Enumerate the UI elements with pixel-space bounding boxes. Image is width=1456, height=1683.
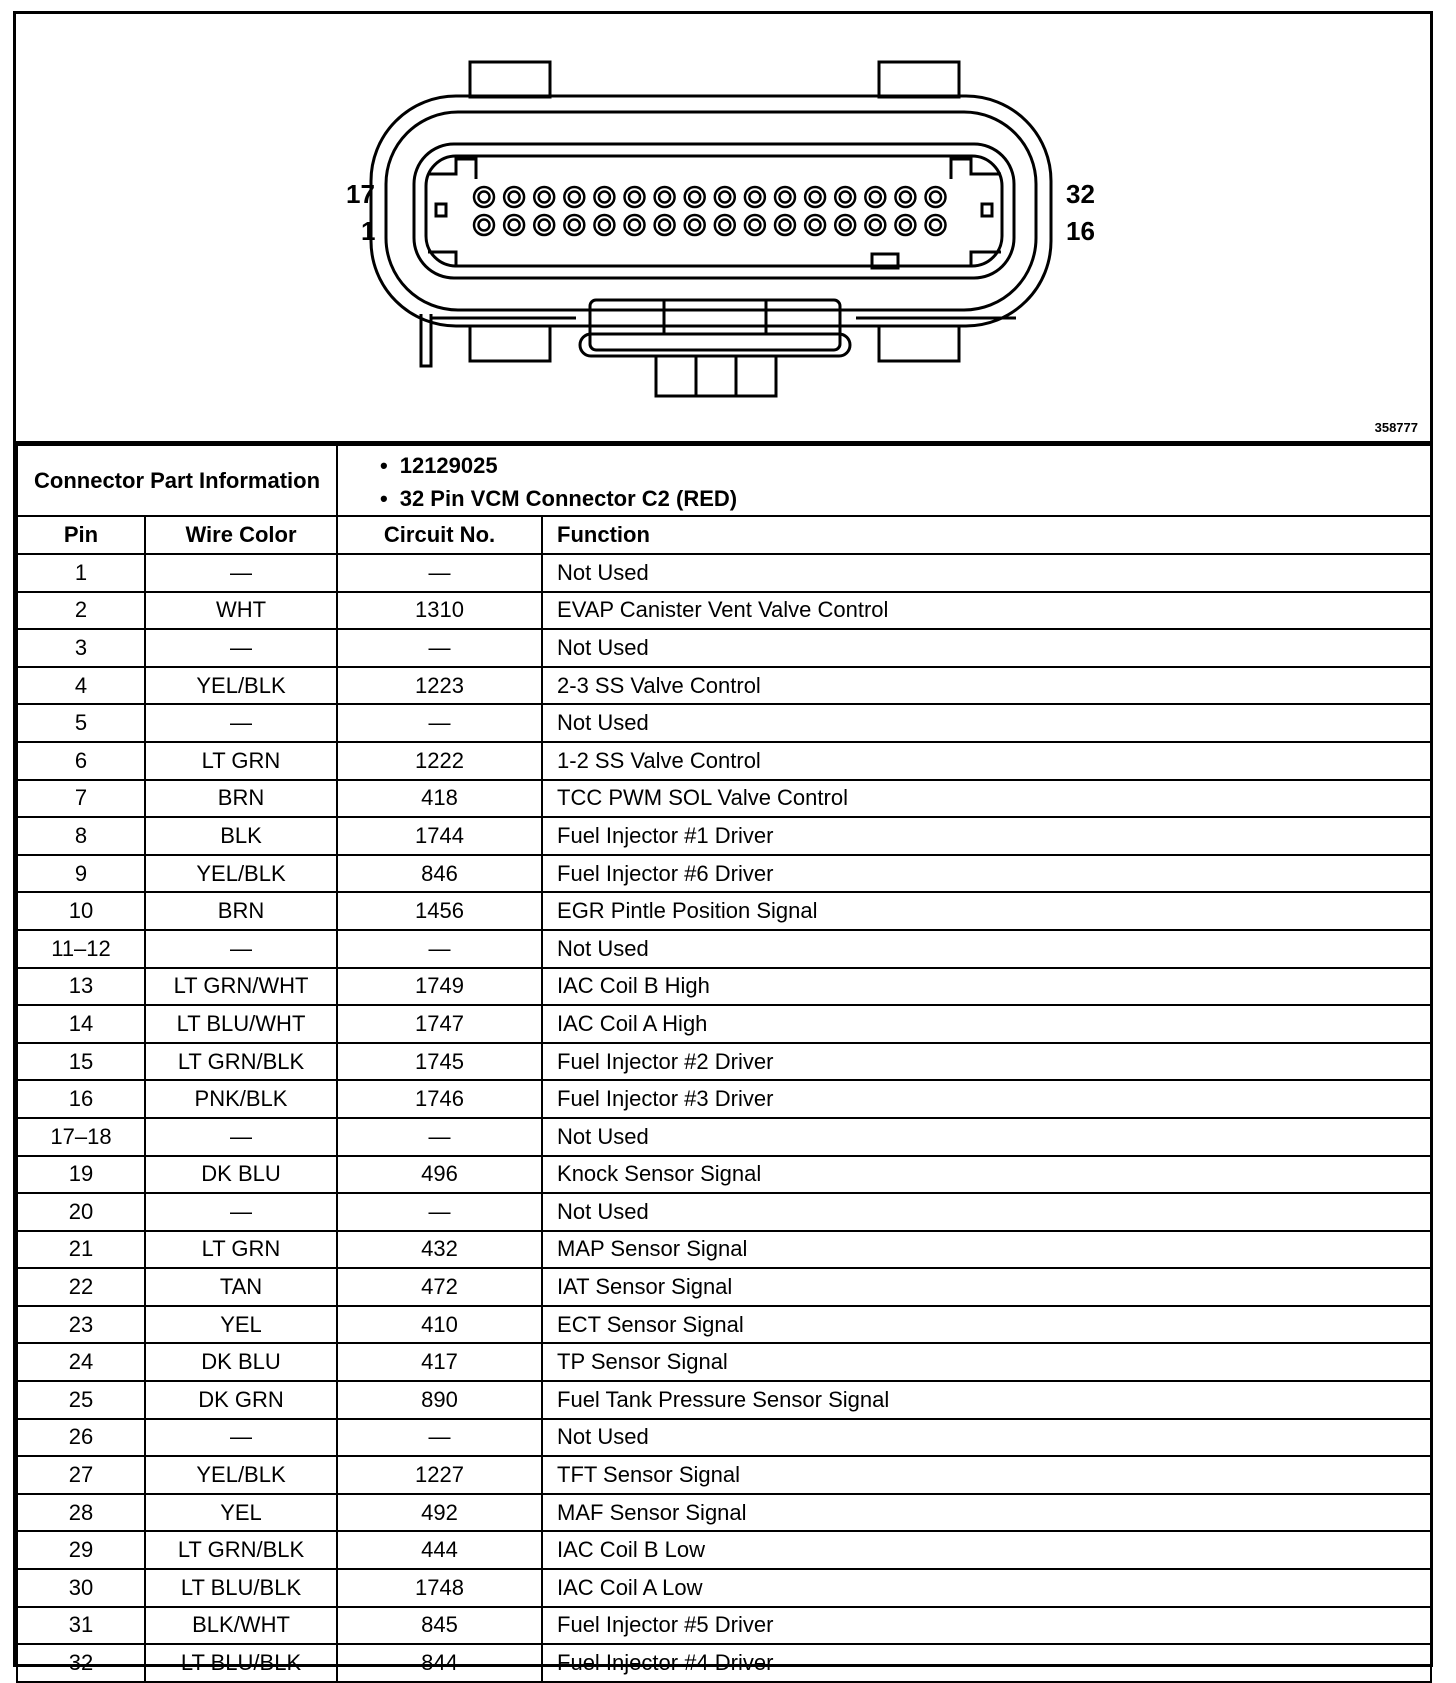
- function-cell: 1-2 SS Valve Control: [542, 742, 1431, 780]
- pin-terminal: [474, 215, 494, 235]
- wire-color-cell: DK GRN: [145, 1381, 337, 1419]
- pin-terminal: [835, 187, 855, 207]
- circuit-cell: 1223: [337, 667, 542, 705]
- wire-color-cell: —: [145, 1193, 337, 1231]
- function-cell: EVAP Canister Vent Valve Control: [542, 592, 1431, 630]
- pin-cell: 31: [17, 1607, 145, 1645]
- pin-terminal: [504, 187, 524, 207]
- pin-label-32: 32: [1066, 179, 1095, 209]
- pin-terminal: [835, 215, 855, 235]
- function-cell: Not Used: [542, 554, 1431, 592]
- pin-terminal: [685, 215, 705, 235]
- function-cell: Fuel Injector #6 Driver: [542, 855, 1431, 893]
- function-cell: MAP Sensor Signal: [542, 1231, 1431, 1269]
- wire-color-cell: LT GRN/BLK: [145, 1531, 337, 1569]
- table-row: [17, 1531, 1431, 1569]
- function-cell: Not Used: [542, 1419, 1431, 1457]
- pin-cell: 21: [17, 1231, 145, 1269]
- circuit-cell: 844: [337, 1644, 542, 1682]
- wire-color-cell: —: [145, 554, 337, 592]
- pin-cell: 5: [17, 704, 145, 742]
- circuit-cell: 1749: [337, 968, 542, 1006]
- pin-terminal: [594, 187, 614, 207]
- outer-shell: [371, 96, 1051, 326]
- circuit-cell: 1222: [337, 742, 542, 780]
- connector-illustration: [16, 14, 1430, 441]
- pin-cell: 14: [17, 1005, 145, 1043]
- wire-color-cell: PNK/BLK: [145, 1080, 337, 1118]
- function-cell: 2-3 SS Valve Control: [542, 667, 1431, 705]
- table-row: [17, 1381, 1431, 1419]
- pin-terminal: [685, 187, 705, 207]
- table-row: [17, 1268, 1431, 1306]
- circuit-cell: 845: [337, 1607, 542, 1645]
- wire-color-cell: LT BLU/BLK: [145, 1569, 337, 1607]
- function-cell: EGR Pintle Position Signal: [542, 892, 1431, 930]
- pin-terminal-inner: [749, 192, 760, 203]
- function-cell: IAC Coil A High: [542, 1005, 1431, 1043]
- function-cell: IAC Coil B High: [542, 968, 1431, 1006]
- pin-terminal: [655, 187, 675, 207]
- pin-cell: 20: [17, 1193, 145, 1231]
- pin-terminal: [775, 187, 795, 207]
- pin-terminal-inner: [930, 192, 941, 203]
- header-circuit-no: Circuit No.: [337, 516, 542, 554]
- circuit-cell: 496: [337, 1156, 542, 1194]
- table-row: [17, 554, 1431, 592]
- connector-description: • 32 Pin VCM Connector C2 (RED): [380, 486, 1430, 512]
- pin-terminal-inner: [479, 192, 490, 203]
- table-row: [17, 1607, 1431, 1645]
- pin-terminal-inner: [840, 192, 851, 203]
- wire-color-cell: —: [145, 1118, 337, 1156]
- wire-color-cell: TAN: [145, 1268, 337, 1306]
- pin-array: [474, 187, 946, 235]
- pin-terminal: [534, 187, 554, 207]
- wire-color-cell: BLK/WHT: [145, 1607, 337, 1645]
- wire-color-cell: BRN: [145, 780, 337, 818]
- function-cell: TCC PWM SOL Valve Control: [542, 780, 1431, 818]
- wire-color-cell: WHT: [145, 592, 337, 630]
- circuit-cell: 846: [337, 855, 542, 893]
- table-row: [17, 1080, 1431, 1118]
- pin-terminal-inner: [509, 220, 520, 231]
- pinout-table: [16, 444, 1432, 1683]
- circuit-cell: 417: [337, 1343, 542, 1381]
- circuit-cell: 472: [337, 1268, 542, 1306]
- pin-cell: 1: [17, 554, 145, 592]
- pin-terminal-inner: [629, 220, 640, 231]
- pin-cell: 28: [17, 1494, 145, 1532]
- wire-color-cell: DK BLU: [145, 1156, 337, 1194]
- pin-cell: 23: [17, 1306, 145, 1344]
- pin-cell: 4: [17, 667, 145, 705]
- pin-terminal: [504, 215, 524, 235]
- header-wire-color: Wire Color: [145, 516, 337, 554]
- function-cell: Knock Sensor Signal: [542, 1156, 1431, 1194]
- wire-color-cell: —: [145, 1419, 337, 1457]
- pin-terminal: [564, 187, 584, 207]
- circuit-cell: —: [337, 554, 542, 592]
- pin-terminal: [775, 215, 795, 235]
- wire-color-cell: —: [145, 704, 337, 742]
- circuit-cell: 1310: [337, 592, 542, 630]
- wire-color-cell: YEL/BLK: [145, 1456, 337, 1494]
- table-row: [17, 1231, 1431, 1269]
- pin-cell: 16: [17, 1080, 145, 1118]
- pin-terminal-inner: [900, 192, 911, 203]
- pin-terminal: [805, 187, 825, 207]
- pin-cell: 6: [17, 742, 145, 780]
- circuit-cell: —: [337, 1118, 542, 1156]
- circuit-cell: 410: [337, 1306, 542, 1344]
- function-cell: Not Used: [542, 629, 1431, 667]
- pin-terminal-inner: [870, 220, 881, 231]
- wire-color-cell: LT GRN/BLK: [145, 1043, 337, 1081]
- circuit-cell: 418: [337, 780, 542, 818]
- table-row: [17, 1156, 1431, 1194]
- function-cell: Not Used: [542, 1193, 1431, 1231]
- table-row: [17, 704, 1431, 742]
- table-row: [17, 742, 1431, 780]
- pin-cell: 9: [17, 855, 145, 893]
- table-row: [17, 1456, 1431, 1494]
- pin-cell: 10: [17, 892, 145, 930]
- table-row: [17, 1343, 1431, 1381]
- pin-terminal-inner: [719, 220, 730, 231]
- pin-terminal-inner: [780, 192, 791, 203]
- circuit-cell: 1227: [337, 1456, 542, 1494]
- table-row: [17, 1494, 1431, 1532]
- table-row: [17, 968, 1431, 1006]
- pin-terminal: [655, 215, 675, 235]
- pin-terminal: [926, 187, 946, 207]
- pin-terminal: [865, 215, 885, 235]
- circuit-cell: 444: [337, 1531, 542, 1569]
- function-cell: Fuel Injector #2 Driver: [542, 1043, 1431, 1081]
- pin-terminal: [745, 215, 765, 235]
- connector-diagram: [16, 14, 1430, 444]
- pin-label-17: 17: [346, 179, 375, 209]
- circuit-cell: 1745: [337, 1043, 542, 1081]
- function-cell: Fuel Injector #5 Driver: [542, 1607, 1431, 1645]
- header-function: Function: [542, 516, 1431, 554]
- pin-terminal: [895, 187, 915, 207]
- pin-terminal-inner: [810, 192, 821, 203]
- table-row: [17, 1644, 1431, 1682]
- pin-terminal-inner: [689, 192, 700, 203]
- pin-cell: 8: [17, 817, 145, 855]
- circuit-cell: —: [337, 930, 542, 968]
- pin-cell: 32: [17, 1644, 145, 1682]
- pin-cell: 7: [17, 780, 145, 818]
- connector-info-label: Connector Part Information: [17, 445, 337, 516]
- pin-cell: 3: [17, 629, 145, 667]
- wire-color-cell: LT BLU/WHT: [145, 1005, 337, 1043]
- pin-terminal: [865, 187, 885, 207]
- pin-cell: 22: [17, 1268, 145, 1306]
- table-row: [17, 930, 1431, 968]
- wire-color-cell: YEL: [145, 1306, 337, 1344]
- wire-color-cell: BRN: [145, 892, 337, 930]
- pin-cell: 13: [17, 968, 145, 1006]
- pin-terminal-inner: [870, 192, 881, 203]
- pin-terminal: [534, 215, 554, 235]
- pin-terminal-inner: [840, 220, 851, 231]
- wire-color-cell: YEL: [145, 1494, 337, 1532]
- circuit-cell: —: [337, 704, 542, 742]
- pin-terminal-inner: [930, 220, 941, 231]
- pin-terminal: [805, 215, 825, 235]
- circuit-cell: 1746: [337, 1080, 542, 1118]
- pin-cell: 17–18: [17, 1118, 145, 1156]
- connector-info-row: [17, 445, 1431, 516]
- function-cell: IAT Sensor Signal: [542, 1268, 1431, 1306]
- wire-color-cell: YEL/BLK: [145, 667, 337, 705]
- pin-cell: 19: [17, 1156, 145, 1194]
- pin-terminal-inner: [479, 220, 490, 231]
- function-cell: IAC Coil A Low: [542, 1569, 1431, 1607]
- pin-cell: 25: [17, 1381, 145, 1419]
- circuit-cell: 1744: [337, 817, 542, 855]
- circuit-cell: 1748: [337, 1569, 542, 1607]
- table-row: [17, 817, 1431, 855]
- circuit-cell: —: [337, 1419, 542, 1457]
- pin-terminal: [474, 187, 494, 207]
- circuit-cell: —: [337, 629, 542, 667]
- pin-terminal-inner: [780, 220, 791, 231]
- header-pin: Pin: [17, 516, 145, 554]
- bottom-key: [656, 356, 776, 396]
- function-cell: Not Used: [542, 930, 1431, 968]
- circuit-cell: 432: [337, 1231, 542, 1269]
- function-cell: Fuel Injector #3 Driver: [542, 1080, 1431, 1118]
- pin-terminal-inner: [509, 192, 520, 203]
- pin-terminal-inner: [629, 192, 640, 203]
- top-right-tab: [879, 62, 959, 97]
- pin-terminal: [895, 215, 915, 235]
- table-row: [17, 1419, 1431, 1457]
- header-row: [17, 516, 1431, 554]
- table-row: [17, 855, 1431, 893]
- pin-cell: 15: [17, 1043, 145, 1081]
- pin-terminal: [625, 215, 645, 235]
- pin-terminal-inner: [569, 192, 580, 203]
- function-cell: TP Sensor Signal: [542, 1343, 1431, 1381]
- function-cell: Not Used: [542, 704, 1431, 742]
- pin-terminal: [715, 187, 735, 207]
- pin-terminal: [594, 215, 614, 235]
- pin-terminal-inner: [689, 220, 700, 231]
- table-row: [17, 780, 1431, 818]
- figure-number: 358777: [1374, 420, 1418, 435]
- circuit-cell: —: [337, 1193, 542, 1231]
- connector-info-list: [337, 445, 1431, 516]
- wire-color-cell: DK BLU: [145, 1343, 337, 1381]
- pin-label-16: 16: [1066, 216, 1095, 246]
- pin-terminal: [625, 187, 645, 207]
- table-row: [17, 629, 1431, 667]
- table-row: [17, 1193, 1431, 1231]
- table-row: [17, 592, 1431, 630]
- table-row: [17, 892, 1431, 930]
- circuit-cell: 1456: [337, 892, 542, 930]
- function-cell: Fuel Tank Pressure Sensor Signal: [542, 1381, 1431, 1419]
- pin-terminal-inner: [719, 192, 730, 203]
- pin-terminal: [926, 215, 946, 235]
- pin-terminal-inner: [659, 220, 670, 231]
- inner-shell: [386, 112, 1036, 310]
- table-row: [17, 1005, 1431, 1043]
- function-cell: IAC Coil B Low: [542, 1531, 1431, 1569]
- pin-cell: 2: [17, 592, 145, 630]
- connector-part-number: • 12129025: [380, 453, 1430, 479]
- table-row: [17, 1569, 1431, 1607]
- wire-color-cell: LT BLU/BLK: [145, 1644, 337, 1682]
- table-row: [17, 1043, 1431, 1081]
- pin-terminal-inner: [810, 220, 821, 231]
- pin-cell: 27: [17, 1456, 145, 1494]
- wire-color-cell: LT GRN: [145, 742, 337, 780]
- circuit-cell: 1747: [337, 1005, 542, 1043]
- function-cell: Not Used: [542, 1118, 1431, 1156]
- function-cell: Fuel Injector #4 Driver: [542, 1644, 1431, 1682]
- table-row: [17, 667, 1431, 705]
- function-cell: TFT Sensor Signal: [542, 1456, 1431, 1494]
- pin-terminal-inner: [539, 220, 550, 231]
- pin-cell: 26: [17, 1419, 145, 1457]
- pin-terminal-inner: [599, 220, 610, 231]
- circuit-cell: 890: [337, 1381, 542, 1419]
- pin-label-1: 1: [361, 216, 376, 246]
- wire-color-cell: —: [145, 930, 337, 968]
- pin-terminal: [564, 215, 584, 235]
- wire-color-cell: BLK: [145, 817, 337, 855]
- pin-terminal: [745, 187, 765, 207]
- wire-color-cell: YEL/BLK: [145, 855, 337, 893]
- table-row: [17, 1118, 1431, 1156]
- function-cell: Fuel Injector #1 Driver: [542, 817, 1431, 855]
- pin-cell: 11–12: [17, 930, 145, 968]
- table-row: [17, 1306, 1431, 1344]
- pin-cell: 24: [17, 1343, 145, 1381]
- wire-color-cell: LT GRN/WHT: [145, 968, 337, 1006]
- pin-cell: 30: [17, 1569, 145, 1607]
- pin-cell: 29: [17, 1531, 145, 1569]
- pin-terminal-inner: [599, 192, 610, 203]
- function-cell: MAF Sensor Signal: [542, 1494, 1431, 1532]
- wire-color-cell: LT GRN: [145, 1231, 337, 1269]
- top-left-tab: [470, 62, 550, 97]
- pin-terminal-inner: [659, 192, 670, 203]
- pin-cavity: [414, 144, 1014, 278]
- function-cell: ECT Sensor Signal: [542, 1306, 1431, 1344]
- pin-terminal-inner: [900, 220, 911, 231]
- pin-terminal: [715, 215, 735, 235]
- circuit-cell: 492: [337, 1494, 542, 1532]
- wire-color-cell: —: [145, 629, 337, 667]
- pin-terminal-inner: [539, 192, 550, 203]
- pin-terminal-inner: [569, 220, 580, 231]
- pin-terminal-inner: [749, 220, 760, 231]
- connector-sheet: [13, 11, 1433, 1676]
